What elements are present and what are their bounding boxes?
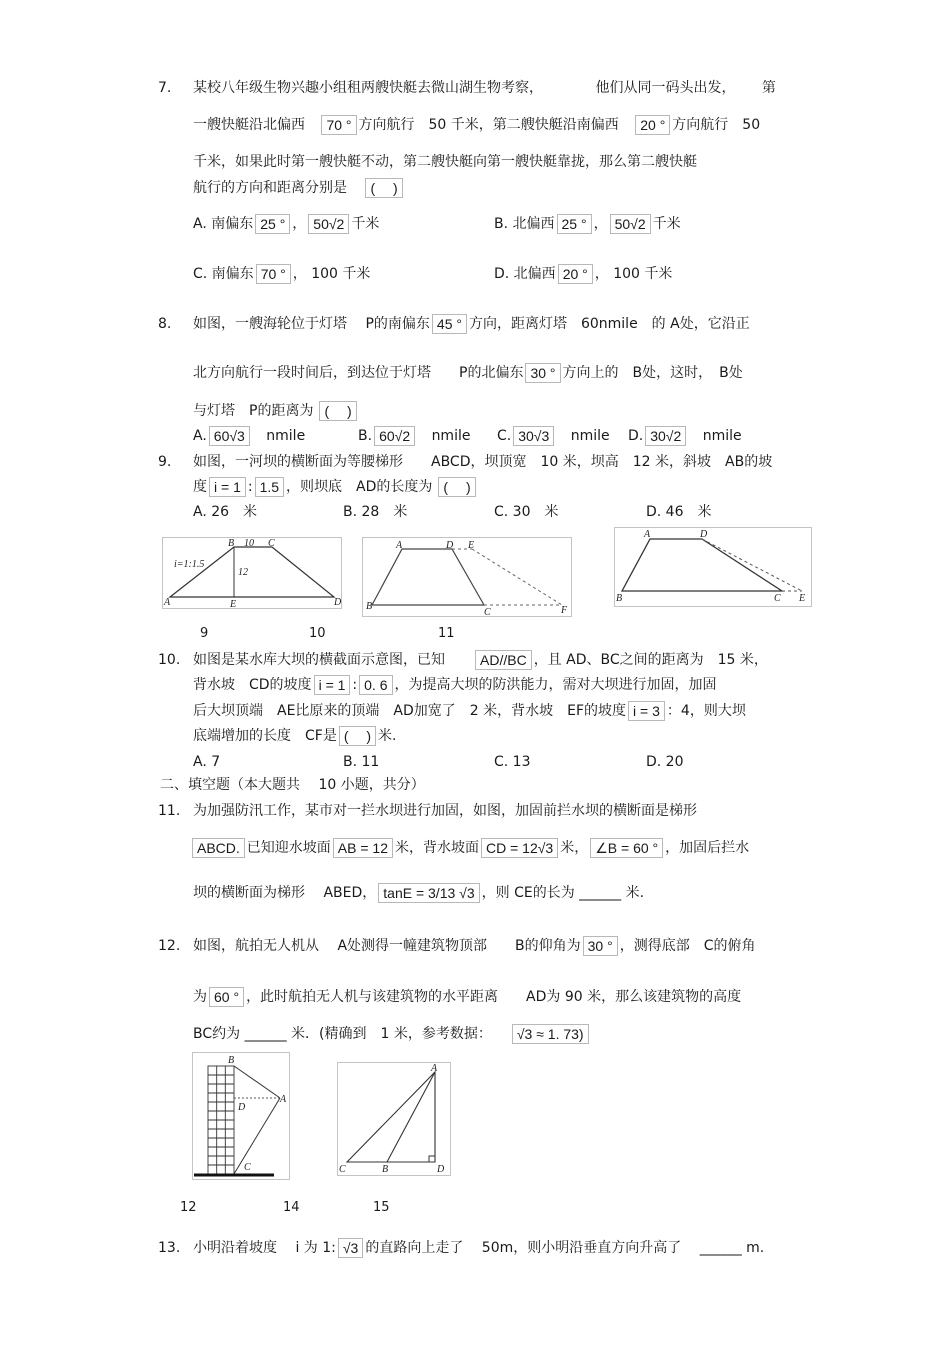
q8-text1a: 如图，一艘海轮位于灯塔 P的南偏东 xyxy=(193,316,430,332)
figure-9-label-e: E xyxy=(230,599,237,609)
q11-line2 xyxy=(190,838,749,858)
q12-line1 xyxy=(193,936,755,956)
q10-option-b: B. 11 xyxy=(343,754,380,770)
figure-12-grid xyxy=(208,1066,234,1174)
q8-option-d xyxy=(628,426,742,446)
q12-line2 xyxy=(193,987,741,1007)
figure-11-new-slope xyxy=(702,539,802,591)
q7-line2 xyxy=(193,115,760,135)
figure-15-label-b: B xyxy=(382,1164,389,1175)
q8-line3 xyxy=(193,401,359,421)
q10-line1 xyxy=(193,650,768,670)
q7-option-d-box1: 20 ° xyxy=(558,264,593,284)
figure-12-label-b: B xyxy=(228,1055,235,1066)
q7-option-d-text: D. 北偏西 xyxy=(494,266,556,282)
figure-11-label-e: E xyxy=(799,593,806,604)
figure-12-label-a: A xyxy=(280,1094,287,1105)
q7-option-b-box2: 50√2 xyxy=(610,214,651,234)
figure-11-label-a: A xyxy=(644,529,651,540)
q7-line1 xyxy=(193,78,776,98)
figure-11-label-b: B xyxy=(616,593,623,604)
q7-number: 7. xyxy=(158,80,172,96)
q7-angle-box2: 20 ° xyxy=(635,115,670,135)
q7-option-a xyxy=(193,214,379,234)
q8-option-c-box: 30√3 xyxy=(513,426,554,446)
q9-slope-box2: 1.5 xyxy=(255,477,284,497)
figure-10-label-a: A xyxy=(396,540,403,551)
q9-line1: 如图，一河坝的横断面为等腰梯形 ABCD，坝顶宽 10 米，坝高 12 米，斜坡 AB的坡 xyxy=(193,454,773,470)
q9-slope-box1: i = 1 xyxy=(209,477,246,497)
q8-option-b-box: 60√2 xyxy=(374,426,415,446)
q11-tan-box: tanE = 3/13 √3 xyxy=(378,883,479,903)
q13-text1b: 的直路向上走了 50m，则小明沿垂直方向升高了 ______ m. xyxy=(365,1240,765,1256)
q7-line3: 千米，如果此时第一艘快艇不动，第二艘快艇向第一艘快艇靠拢，那么第二艘快艇 xyxy=(193,154,697,170)
q8-answer-paren: ( ) xyxy=(319,401,356,421)
figure-12-label-d: D xyxy=(238,1102,246,1113)
q12-text3a: BC约为 ______ 米．(精确到 1 米，参考数据： xyxy=(193,1026,492,1042)
figure-11-trapezoid xyxy=(622,539,782,591)
q10-text1a: 如图是某水库大坝的横截面示意图，已知 xyxy=(193,652,445,668)
q7-option-b-unit: 千米 xyxy=(652,216,681,232)
q10-text3b: ：4，则大坝 xyxy=(666,703,746,719)
q11-text2c: 米， xyxy=(560,840,589,856)
q13-line1 xyxy=(193,1238,764,1258)
figure-10-label-f: F xyxy=(561,605,568,616)
figure-15-label-a: A xyxy=(431,1063,438,1074)
q7-text1: 某校八年级生物兴趣小组租两艘快艇去微山湖生物考察， xyxy=(193,80,543,96)
q9-option-b: B. 28 米 xyxy=(343,504,408,520)
q12-elevation-box: 30 ° xyxy=(583,936,618,956)
q13-number: 13. xyxy=(158,1240,181,1256)
caption-9: 9 xyxy=(200,626,209,641)
q7-option-a-sep: ， xyxy=(292,216,307,232)
q7-option-a-box2: 50√2 xyxy=(308,214,349,234)
q11-cd-box: CD = 12√3 xyxy=(481,838,558,858)
q11-number: 11. xyxy=(158,803,181,819)
figure-15-border xyxy=(338,1063,451,1176)
q11-text3a: 坝的横断面为梯形 ABED， xyxy=(193,885,377,901)
q7-text4: 航行的方向和距离分别是 xyxy=(193,180,347,196)
q7-option-b-sep: ， xyxy=(593,216,608,232)
q8-option-c-unit: nmile xyxy=(570,428,610,444)
q12-text1b: ，测得底部 C的俯角 xyxy=(619,938,756,954)
figure-9-dam xyxy=(162,537,342,609)
q7-text1b: 他们从同一码头出发， xyxy=(595,80,736,96)
q9-answer-paren: ( ) xyxy=(438,477,475,497)
q10-text1b: ，且 AD、BC之间的距离为 15 米， xyxy=(533,652,768,668)
q9-number: 9. xyxy=(158,454,172,470)
q7-text2a: 一艘快艇沿北偏西 xyxy=(193,117,305,133)
q10-text4a: 底端增加的长度 CF是 xyxy=(193,728,337,744)
figure-15-label-c: C xyxy=(339,1164,346,1175)
figure-15-right-angle xyxy=(429,1156,435,1162)
q8-text2a: 北方向航行一段时间后，到达位于灯塔 P的北偏东 xyxy=(193,365,524,381)
q8-option-d-label: D. xyxy=(628,428,644,444)
q9-option-c: C. 30 米 xyxy=(494,504,559,520)
q10-text2b: ，为提高大坝的防洪能力，需对大坝进行加固，加固 xyxy=(394,677,717,693)
q11-text2b: 米，背水坡面 xyxy=(395,840,479,856)
figure-9-label-b: B xyxy=(228,538,235,549)
q11-angle-box: ∠B = 60 ° xyxy=(590,838,663,858)
q7-option-c xyxy=(193,264,370,284)
q8-line1 xyxy=(193,314,750,334)
figure-9-label-a: A xyxy=(164,597,171,608)
q8-option-b-label: B. xyxy=(358,428,373,444)
figure-9-height-length: 12 xyxy=(238,567,248,578)
q10-option-c: C. 13 xyxy=(494,754,531,770)
q8-text2b: 方向上的 B处，这时， B处 xyxy=(562,365,743,381)
q7-option-b-text: B. 北偏西 xyxy=(494,216,555,232)
q7-text2b: 方向航行 50 千米，第二艘快艇沿南偏西 xyxy=(358,117,619,133)
figure-10-label-e: E xyxy=(468,540,475,551)
figure-15-line-ab xyxy=(387,1072,435,1162)
q10-slope-box1: i = 1 xyxy=(314,675,351,695)
q7-line4 xyxy=(193,178,405,198)
q9-option-a: A. 26 米 xyxy=(193,504,258,520)
figure-12-building xyxy=(192,1052,290,1180)
figure-15-triangle xyxy=(337,1062,451,1176)
q7-option-a-unit: 千米 xyxy=(351,216,380,232)
q8-angle-box1: 45 ° xyxy=(432,314,467,334)
q7-option-d xyxy=(494,264,672,284)
figure-10-dam xyxy=(362,537,572,617)
q11-text2a: 已知迎水坡面 xyxy=(246,840,331,856)
q7-text2c: 方向航行 50 xyxy=(672,117,761,133)
q11-ab-box: AB = 12 xyxy=(333,838,393,858)
q8-option-b-unit: nmile xyxy=(431,428,471,444)
q9-colon: : xyxy=(247,479,253,495)
q10-slope-box2: 0. 6 xyxy=(359,675,392,695)
q8-text3: 与灯塔 P的距离为 xyxy=(193,403,314,419)
q12-text2a: 为 xyxy=(193,989,207,1005)
q8-option-a-label: A. xyxy=(193,428,207,444)
q7-option-b xyxy=(494,214,681,234)
q10-number: 10. xyxy=(158,652,181,668)
q8-option-c-label: C. xyxy=(497,428,512,444)
q7-option-a-text: A. 南偏东 xyxy=(193,216,254,232)
caption-12: 12 xyxy=(180,1200,197,1215)
figure-9-slope-label: i=1:1.5 xyxy=(174,559,205,570)
q13-text1a: 小明沿着坡度 i 为 1: xyxy=(193,1240,336,1256)
q11-line3 xyxy=(193,883,644,903)
section-fill-in-title: 二、填空题（本大题共 10 小题，共分） xyxy=(160,777,425,793)
figure-10-label-d: D xyxy=(446,540,454,551)
figure-12-border xyxy=(193,1053,290,1180)
q12-number: 12. xyxy=(158,938,181,954)
figure-11-label-d: D xyxy=(700,529,708,540)
q8-option-d-box: 30√2 xyxy=(645,426,686,446)
q11-text3b: ，则 CE的长为 ______ 米. xyxy=(481,885,645,901)
q9-text2b: ，则坝底 AD的长度为 xyxy=(286,479,433,495)
caption-11: 11 xyxy=(438,626,455,641)
figure-9-label-d: D xyxy=(334,597,342,608)
q10-option-d: D. 20 xyxy=(646,754,684,770)
q9-line2 xyxy=(193,477,478,497)
figure-11-dam xyxy=(614,527,812,607)
q10-answer-paren: ( ) xyxy=(339,726,376,746)
q7-angle-box1: 70 ° xyxy=(321,115,356,135)
q7-option-c-rest: ， 100 千米 xyxy=(292,266,371,282)
q8-number: 8. xyxy=(158,316,172,332)
q10-text2a: 背水坡 CD的坡度 xyxy=(193,677,312,693)
figure-11-label-c: C xyxy=(774,593,781,604)
figure-10-label-c: C xyxy=(484,607,491,617)
q12-depression-box: 60 ° xyxy=(209,987,244,1007)
figure-10-new-slope xyxy=(472,549,562,605)
caption-14: 14 xyxy=(283,1200,300,1215)
q8-option-a-unit: nmile xyxy=(266,428,306,444)
q8-option-a-box: 60√3 xyxy=(209,426,250,446)
q13-sqrt-box: √3 xyxy=(338,1238,363,1258)
q11-trapezoid-box: ABCD. xyxy=(192,838,245,858)
q7-option-c-text: C. 南偏东 xyxy=(193,266,254,282)
q10-line2 xyxy=(193,675,717,695)
q8-option-c xyxy=(497,426,610,446)
q11-text2d: ，加固后拦水 xyxy=(665,840,750,856)
q12-text2b: ，此时航拍无人机与该建筑物的水平距离 AD为 90 米，那么该建筑物的高度 xyxy=(246,989,742,1005)
q8-angle-box2: 30 ° xyxy=(525,363,560,383)
q7-option-a-box1: 25 ° xyxy=(255,214,290,234)
q7-answer-paren: ( ) xyxy=(365,178,402,198)
caption-10: 10 xyxy=(309,626,326,641)
figure-15-label-d: D xyxy=(437,1164,445,1175)
q12-reference-box: √3 ≈ 1. 73) xyxy=(512,1024,589,1044)
q10-line3 xyxy=(193,701,746,721)
q7-option-b-box1: 25 ° xyxy=(557,214,592,234)
figure-9-label-c: C xyxy=(268,538,275,549)
q10-slope-box3: i = 3 xyxy=(628,701,665,721)
q8-line2 xyxy=(193,363,743,383)
figure-9-top-length: 10 xyxy=(244,538,254,549)
q10-text4b: 米. xyxy=(378,728,397,744)
q11-line1: 为加强防汛工作，某市对一拦水坝进行加固，如图，加固前拦水坝的横断面是梯形 xyxy=(193,803,697,819)
q7-text1c: 第 xyxy=(761,80,776,96)
q12-line3 xyxy=(193,1024,591,1044)
q9-option-d: D. 46 米 xyxy=(646,504,712,520)
figure-15-outer-triangle xyxy=(347,1072,435,1162)
q8-text1b: 方向，距离灯塔 60nmile 的 A处，它沿正 xyxy=(468,316,750,332)
q10-line4 xyxy=(193,726,397,746)
q8-option-d-unit: nmile xyxy=(702,428,742,444)
q7-option-c-box1: 70 ° xyxy=(256,264,291,284)
q12-text1a: 如图，航拍无人机从 A处测得一幢建筑物顶部 B的仰角为 xyxy=(193,938,581,954)
figure-9-trapezoid xyxy=(170,547,334,597)
q10-text3a: 后大坝顶端 AE比原来的顶端 AD加宽了 2 米，背水坡 EF的坡度 xyxy=(193,703,627,719)
q10-colon: : xyxy=(352,677,358,693)
figure-12-line-ab xyxy=(234,1066,280,1098)
figure-10-label-b: B xyxy=(366,601,373,612)
figure-12-label-c: C xyxy=(244,1162,251,1173)
q9-text2a: 度 xyxy=(193,479,207,495)
q8-option-a xyxy=(193,426,305,446)
caption-15: 15 xyxy=(373,1200,390,1215)
q7-option-d-rest: ， 100 千米 xyxy=(594,266,673,282)
figure-10-trapezoid xyxy=(372,549,484,605)
q10-option-a: A. 7 xyxy=(193,754,221,770)
q10-parallel-box: AD//BC xyxy=(475,650,532,670)
q8-option-b xyxy=(358,426,470,446)
